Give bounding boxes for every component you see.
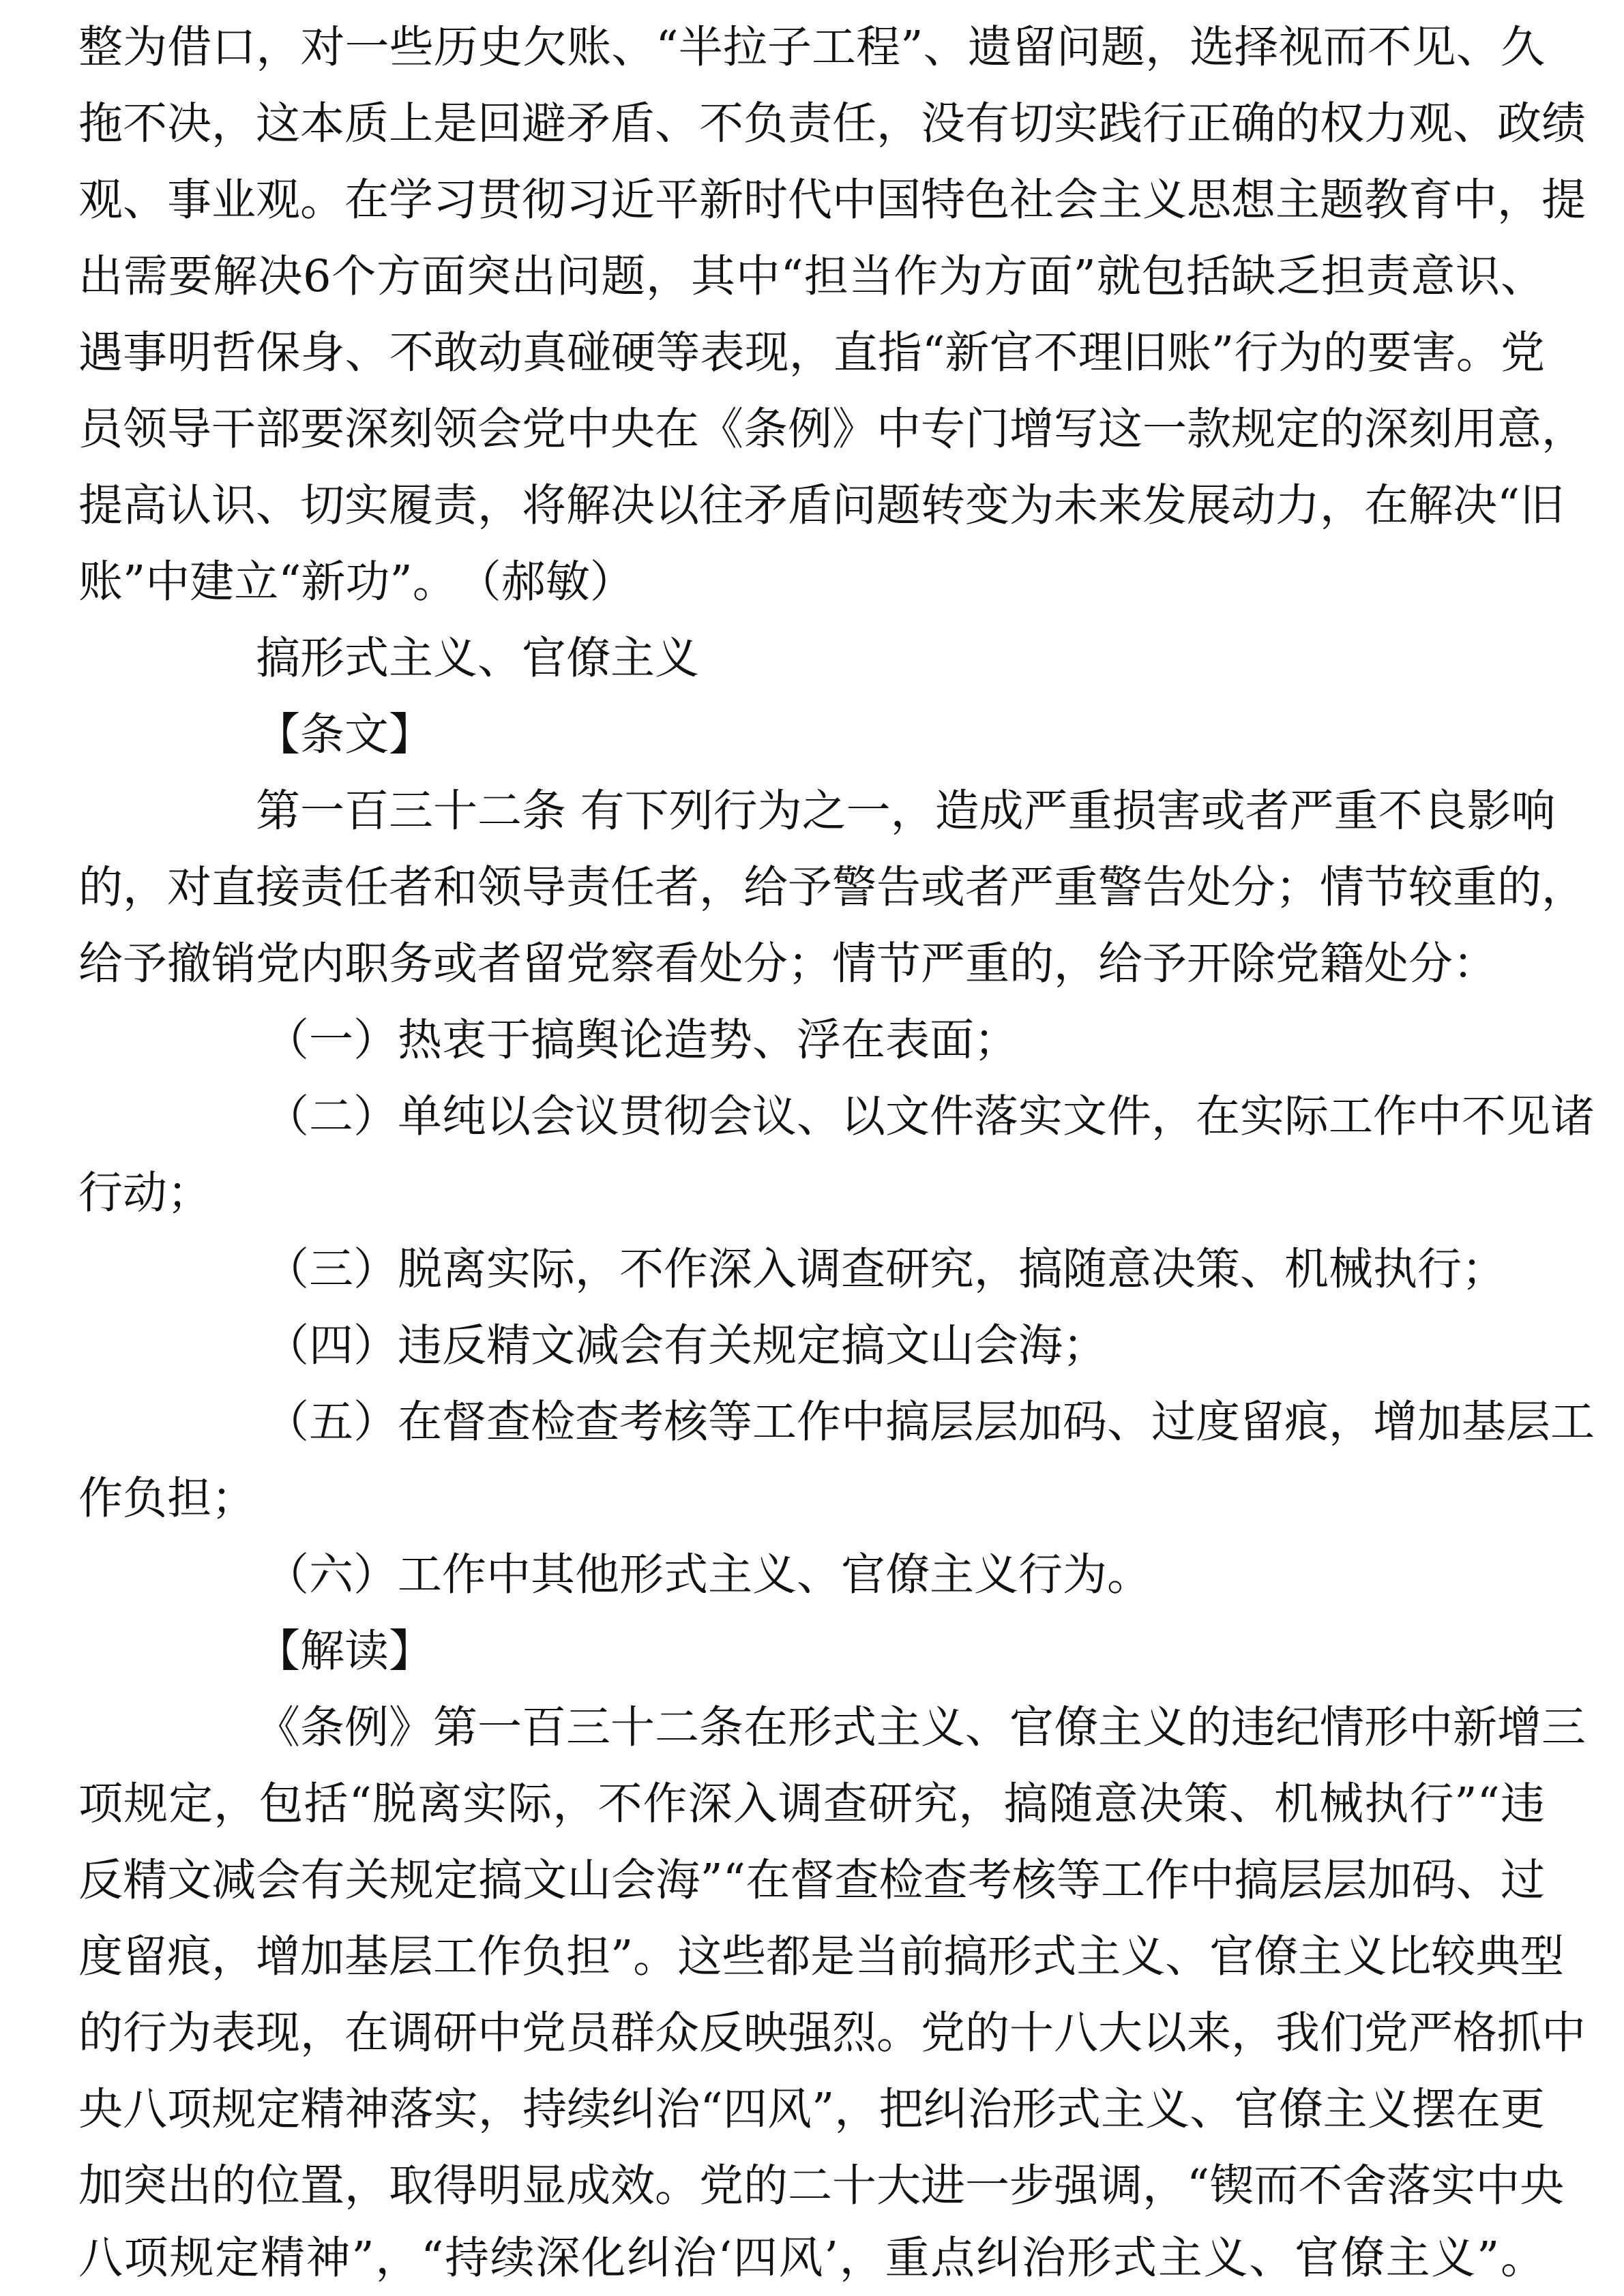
article-first-line: 第一百三十二条 有下列行为之一，造成严重损害或者严重不良影响	[256, 786, 1556, 837]
interpretation-first-line: 《条例》第一百三十二条在形式主义、官僚主义的违纪情形中新增三	[256, 1702, 1586, 1753]
text-line: 账”中建立“新功”。 （郝敏）	[78, 556, 634, 608]
list-item: （五）在督查检查考核等工作中搞层层加码、过度留痕，增加基层工	[265, 1397, 1595, 1448]
text-line: 员领导干部要深刻领会党中央在《条例》中专门增写这一款规定的深刻用意，	[78, 404, 1586, 455]
interpretation-label: 【解读】	[256, 1626, 434, 1677]
text-line: 出需要解决6个方面突出问题，其中“担当作为方面”就包括缺乏担责意识、	[78, 251, 1545, 302]
list-item: （六）工作中其他形式主义、官僚主义行为。	[265, 1549, 1152, 1600]
list-item: （三）脱离实际，不作深入调查研究，搞随意决策、机械执行；	[265, 1244, 1507, 1295]
text-line: 的，对直接责任者和领导责任者，给予警告或者严重警告处分；情节较重的，	[78, 862, 1586, 913]
list-item: （二）单纯以会议贯彻会议、以文件落实文件，在实际工作中不见诸	[265, 1091, 1595, 1142]
text-line: 的行为表现，在调研中党员群众反映强烈。党的十八大以来，我们党严格抓中	[78, 2008, 1586, 2059]
list-item: （四）违反精文减会有关规定搞文山会海；	[265, 1320, 1108, 1371]
text-line: 央八项规定精神落实，持续纠治“四风”，把纠治形式主义、官僚主义摆在更	[78, 2084, 1545, 2135]
text-line: 遇事明哲保身、不敢动真碰硬等表现，直指“新官不理旧账”行为的要害。党	[78, 327, 1545, 378]
text-line: 提高认识、切实履责，将解决以往矛盾问题转变为未来发展动力，在解决“旧	[78, 480, 1565, 531]
text-line: 反精文减会有关规定搞文山会海”“在督查检查考核等工作中搞层层加码、过	[78, 1855, 1545, 1906]
text-line: 给予撤销党内职务或者留党察看处分；情节严重的，给予开除党籍处分：	[78, 938, 1498, 989]
text-line: 八项规定精神”，“持续深化纠治‘四风’，重点纠治形式主义、官僚主义”。	[78, 2233, 1545, 2284]
article-label: 【条文】	[256, 709, 434, 760]
text-line: 整为借口，对一些历史欠账、“半拉子工程”、遗留问题，选择视而不见、久	[78, 22, 1545, 73]
text-line: 拖不决，这本质上是回避矛盾、不负责任，没有切实践行正确的权力观、政绩	[78, 98, 1586, 149]
list-item-continuation: 行动；	[78, 1167, 212, 1219]
text-line: 观、事业观。在学习贯彻习近平新时代中国特色社会主义思想主题教育中，提	[78, 175, 1586, 226]
section-heading: 搞形式主义、官僚主义	[256, 633, 700, 684]
text-line: 度留痕，增加基层工作负担”。这些都是当前搞形式主义、官僚主义比较典型	[78, 1931, 1565, 1982]
text-line: 加突出的位置，取得明显成效。党的二十大进一步强调，“锲而不舍落实中央	[78, 2160, 1565, 2211]
text-line: 项规定，包括“脱离实际，不作深入调查研究，搞随意决策、机械执行”“违	[78, 1778, 1545, 1830]
list-item-continuation: 作负担；	[78, 1473, 256, 1524]
list-item: （一）热衷于搞舆论造势、浮在表面；	[265, 1015, 1019, 1066]
